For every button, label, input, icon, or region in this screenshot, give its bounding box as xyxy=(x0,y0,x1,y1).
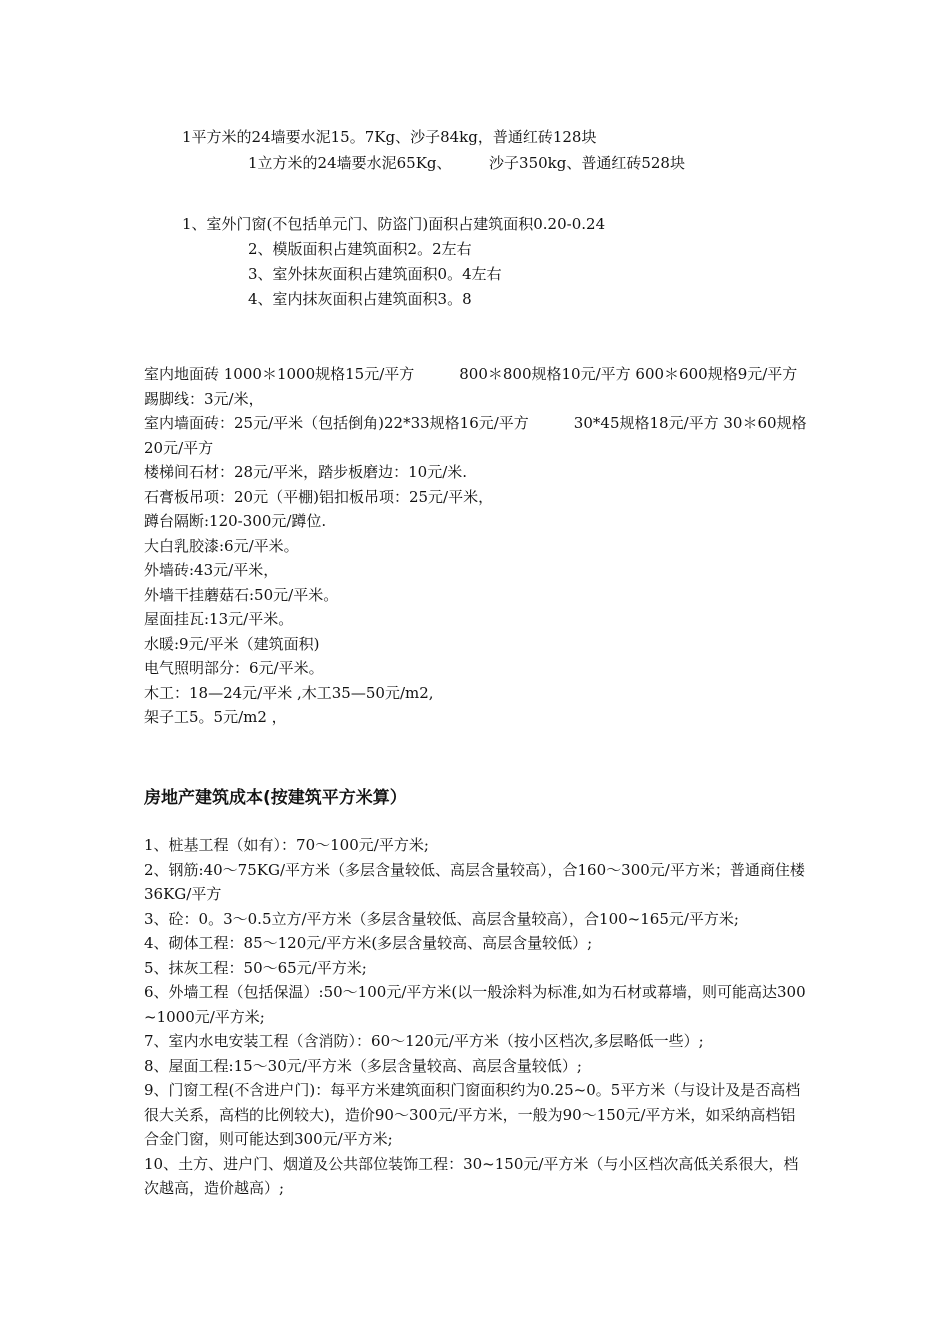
cost-item: 7、室内水电安装工程（含消防）：60～120元/平方米（按小区档次,多层略低一些）; xyxy=(144,1032,704,1050)
price-item: 踢脚线：3元/米， xyxy=(144,389,264,408)
cost-item: 1、桩基工程（如有）：70～100元/平方米; xyxy=(144,836,429,854)
cost-item: 10、土方、进户门、烟道及公共部位装饰工程：30~150元/平方米（与小区档次高低关系很大，档次越高，造价越高）; xyxy=(144,1154,799,1197)
price-item: 楼梯间石材：28元/平米，踏步板磨边：10元/米. xyxy=(144,463,468,481)
cost-item: 2、钢筋:40～75KG/平方米（多层含量较低、高层含量较高），合160～300元/平方米；普通商住楼36KG/平方 xyxy=(144,860,805,903)
price-item: 外墙砖:43元/平米， xyxy=(144,561,279,579)
cost-item: 4、砌体工程：85～120元/平方米(多层含量较高、高层含量较低）; xyxy=(144,934,593,952)
price-item: 大白乳胶漆:6元/平米。 xyxy=(144,536,299,555)
price-item: 电气照明部分：6元/平米。 xyxy=(144,659,324,677)
ratio-line-4: 4、室内抹灰面积占建筑面积3。8 xyxy=(248,290,472,308)
price-item: 室内地面砖 1000＊1000规格15元/平方 800＊800规格10元/平方 600＊600规格9元/平方 xyxy=(144,365,798,383)
cost-item: 3、砼：0。3～0.5立方/平方米（多层含量较低、高层含量较高），合100~165元/平方米; xyxy=(144,909,739,928)
wall-material-line-2: 1立方米的24墙要水泥65Kg、 沙子350kg、普通红砖528块 xyxy=(248,154,685,172)
price-item: 石膏板吊项：20元（平棚)铝扣板吊项：25元/平米， xyxy=(144,487,494,506)
wall-material-line-1: 1平方米的24墙要水泥15。7Kg、沙子84kg，普通红砖128块 xyxy=(182,128,597,146)
price-item: 外墙干挂蘑菇石:50元/平米。 xyxy=(144,585,339,604)
price-item: 蹲台隔断:120-300元/蹲位. xyxy=(144,512,327,530)
ratio-line-3: 3、室外抹灰面积占建筑面积0。4左右 xyxy=(248,265,502,283)
price-item: 架子工5。5元/m2 ， xyxy=(144,708,287,726)
ratio-line-1: 1、室外门窗(不包括单元门、防盗门)面积占建筑面积0.20-0.24 xyxy=(182,215,606,233)
section-title: 房地产建筑成本(按建筑平方米算） xyxy=(144,788,407,808)
cost-list xyxy=(144,833,809,1201)
price-list xyxy=(144,362,809,730)
cost-item: 9、门窗工程(不含进户门)：每平方米建筑面积门窗面积约为0.25~0。5平方米（与设计及是否高档很大关系，高档的比例较大)，造价90～300元/平方米，一般为90～150元/平方米，如采纳高档铝合金门窗，则可能达到300元/平方米; xyxy=(144,1081,801,1148)
price-item: 水暖:9元/平米（建筑面积) xyxy=(144,634,320,653)
cost-item: 5、抹灰工程：50～65元/平方米; xyxy=(144,958,367,977)
cost-item: 8、屋面工程:15～30元/平方米（多层含量较高、高层含量较低）; xyxy=(144,1056,582,1075)
price-item: 屋面挂瓦:13元/平米。 xyxy=(144,610,294,628)
price-item: 木工：18—24元/平米 ,木工35—50元/m2, xyxy=(144,683,434,702)
ratio-line-2: 2、模版面积占建筑面积2。2左右 xyxy=(248,240,472,258)
cost-item: 6、外墙工程（包括保温）:50～100元/平方米(以一般涂料为标准,如为石材或幕墙，则可能高达300~1000元/平方米; xyxy=(144,983,806,1026)
price-item: 室内墙面砖：25元/平米（包括倒角)22*33规格16元/平方 30*45规格18元/平方 30＊60规格20元/平方 xyxy=(144,414,807,457)
